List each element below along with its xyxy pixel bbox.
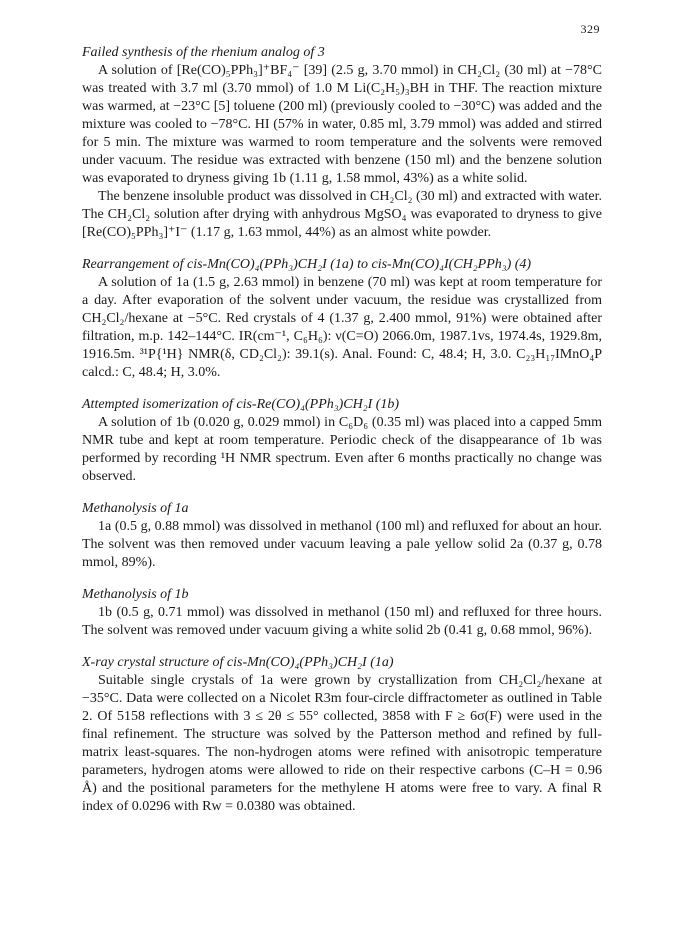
section-xray-structure (82, 654, 602, 816)
paragraph: Suitable single crystals of 1a were grown by crystallization from CH₂Cl₂/hexane at −35°C. Data were collected on a Nicolet R3m four-circle diffractometer as outlined in Table 2. Of 5158 reflections with 3 ≤ 2θ ≤ 55° collected, 3858 with F ≥ 6σ(F) were used in the final refinement. The structure was solved by the Patterson method and refined by full-matrix least-squares. The non-hydrogen atoms were refined with anisotropic temperature parameters, hydrogen atoms were allowed to ride on their respective carbons (C–H = 0.96 Å) and the positional parameters for the methylene H atoms were free to vary. A final R index of 0.0296 with Rw = 0.0380 was obtained. (82, 673, 602, 814)
section-title: Failed synthesis of the rhenium analog of 3 (82, 45, 325, 60)
paragraph: A solution of 1a (1.5 g, 2.63 mmol) in benzene (70 ml) was kept at room temperature for a day. After evaporation of the solvent under vacuum, the residue was crystallized from CH₂Cl₂/hexane at −5°C. Red crystals of 4 (1.37 g, 2.400 mmol, 91%) were obtained after filtration, m.p. 142–144°C. IR(cm⁻¹, C₆H₆): ν(C=O) 2066.0m, 1987.1vs, 1974.4s, 1929.8m, 1916.5m. ³¹P{¹H} NMR(δ, CD₂Cl₂): 39.1(s). Anal. Found: C, 48.4; H, 3.0. C₂₃H₁₇IMnO₄P calcd.: C, 48.4; H, 3.0%. (82, 275, 602, 380)
paragraph: A solution of 1b (0.020 g, 0.029 mmol) in C₆D₆ (0.35 ml) was placed into a capped 5mm NMR tube and kept at room temperature. Periodic check of the disappearance of 1b was performed by recording ¹H NMR spectrum. Even after 6 months practically no change was observed. (82, 415, 602, 484)
page-number: 329 (580, 22, 600, 36)
section-title: Methanolysis of 1a (82, 501, 189, 516)
paragraph: The benzene insoluble product was dissolved in CH₂Cl₂ (30 ml) and extracted with water. The CH₂Cl₂ solution after drying with anhydrous MgSO₄ was evaporated to dryness to give [Re(CO)₅PPh₃]⁺I⁻ (1.17 g, 1.63 mmol, 44%) as an almost white powder. (82, 189, 602, 240)
section-title: Attempted isomerization of cis-Re(CO)₄(PPh₃)CH₂I (1b) (82, 397, 400, 412)
section-isomerization (82, 396, 602, 486)
article-body (82, 44, 602, 816)
section-failed-synthesis (82, 44, 602, 242)
section-methanolysis-1b (82, 586, 602, 640)
section-rearrangement (82, 256, 602, 382)
section-title: X-ray crystal structure of cis-Mn(CO)₄(PPh₃)CH₂I (1a) (82, 655, 394, 670)
section-title: Methanolysis of 1b (82, 587, 189, 602)
section-title: Rearrangement of cis-Mn(CO)₄(PPh₃)CH₂I (1a) to cis-Mn(CO)₄I(CH₂PPh₃) (4) (82, 257, 532, 272)
section-methanolysis-1a (82, 500, 602, 572)
paragraph: 1b (0.5 g, 0.71 mmol) was dissolved in methanol (150 ml) and refluxed for three hours. The solvent was removed under vacuum giving a white solid 2b (0.41 g, 0.68 mmol, 96%). (82, 605, 602, 638)
paragraph: 1a (0.5 g, 0.88 mmol) was dissolved in methanol (100 ml) and refluxed for about an hour. The solvent was then removed under vacuum leaving a pale yellow solid 2a (0.37 g, 0.78 mmol, 89%). (82, 519, 602, 570)
paragraph: A solution of [Re(CO)₅PPh₃]⁺BF₄⁻ [39] (2.5 g, 3.70 mmol) in CH₂Cl₂ (30 ml) at −78°C was treated with 3.7 ml (3.70 mmol) of 1.0 M Li(C₂H₅)₃BH in THF. The reaction mixture was warmed, at −23°C [5] toluene (200 ml) (previously cooled to −30°C) was added and the mixture was cooled to −78°C. HI (57% in water, 0.85 ml, 3.79 mmol) was added and stirred for 5 min. The mixture was warmed to room temperature and the solvents were removed under vacuum. The residue was extracted with benzene (150 ml) and the benzene solution was evaporated to dryness giving 1b (1.11 g, 1.58 mmol, 43%) as a white solid. (82, 63, 602, 186)
